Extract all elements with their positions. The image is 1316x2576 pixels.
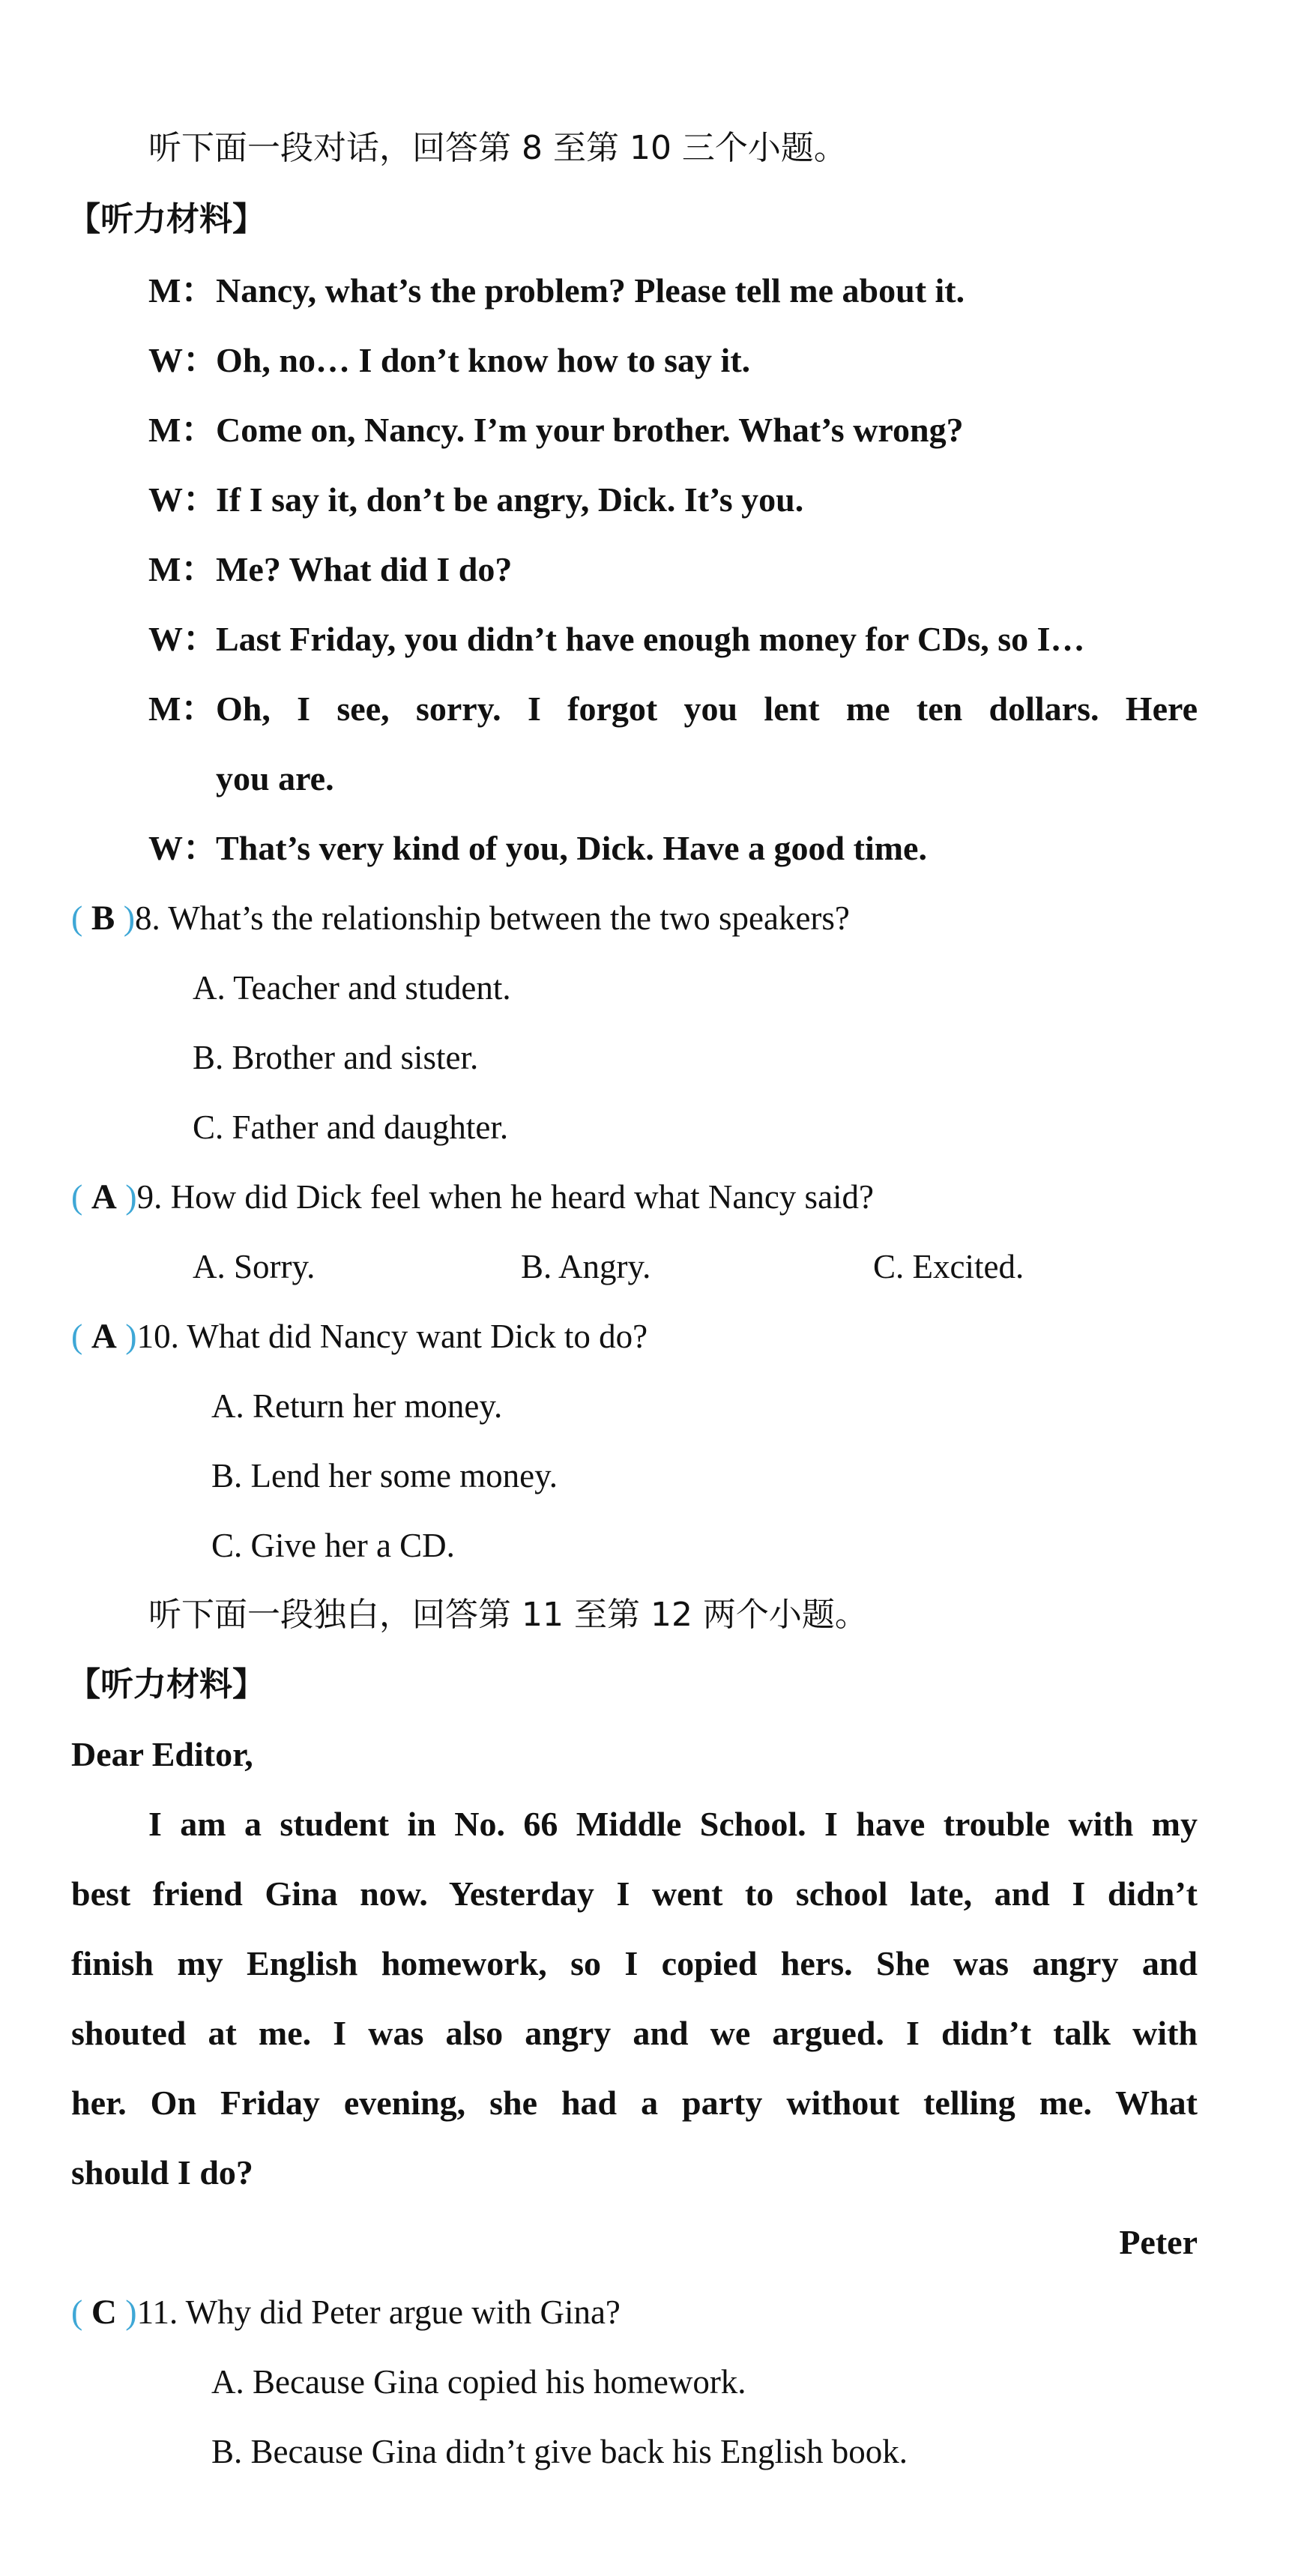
- option: B. Angry.: [521, 1248, 651, 1285]
- answer: A: [91, 1317, 117, 1356]
- option: A. Because Gina copied his homework.: [211, 2363, 746, 2401]
- dialogue-line: M：Come on, Nancy. I’m your brother. What’s wrong?: [148, 411, 964, 449]
- dialogue-line: W：If I say it, don’t be angry, Dick. It’s you.: [148, 480, 804, 519]
- question-9: ( A )9. How did Dick feel when he heard what Nancy said?: [71, 1177, 875, 1216]
- answer: A: [91, 1177, 117, 1216]
- letter-line: best friend Gina now. Yesterday I went to school late, and I didn’t: [71, 1874, 1198, 1913]
- option: C. Give her a CD.: [211, 1527, 455, 1564]
- dialogue-line: M：Me? What did I do?: [148, 550, 513, 588]
- dialogue-line: M：Nancy, what’s the problem? Please tell me about it.: [148, 271, 965, 310]
- letter-salutation: Dear Editor,: [71, 1735, 253, 1773]
- option: A. Return her money.: [211, 1387, 503, 1425]
- letter-signature: Peter: [1119, 2223, 1198, 2261]
- letter-line: shouted at me. I was also angry and we argued. I didn’t talk with: [71, 2014, 1198, 2052]
- option: A. Teacher and student.: [193, 969, 511, 1007]
- question-10: ( A )10. What did Nancy want Dick to do?: [71, 1317, 648, 1356]
- letter-line: should I do?: [71, 2153, 253, 2192]
- question-11: ( C )11. Why did Peter argue with Gina?: [71, 2293, 621, 2332]
- answer: B: [91, 899, 115, 938]
- section-intro: 听下面一段独白，回答第 11 至第 12 两个小题。: [148, 1596, 868, 1634]
- option: C. Excited.: [873, 1248, 1024, 1285]
- section-intro: 听下面一段对话，回答第 8 至第 10 三个小题。: [148, 129, 847, 167]
- option: A. Sorry.: [193, 1248, 316, 1285]
- dialogue-line-continued: you are.: [216, 759, 334, 797]
- dialogue-line: W：That’s very kind of you, Dick. Have a good time.: [148, 829, 927, 867]
- answer: C: [91, 2293, 117, 2332]
- letter-line: her. On Friday evening, she had a party without telling me. What: [71, 2084, 1198, 2122]
- dialogue-line: M： Oh, I see, sorry. I forgot you lent me ten dollars. Here: [148, 690, 1198, 728]
- answer-paren: ( C ): [71, 2293, 137, 2332]
- question-8: ( B )8. What’s the relationship between the two speakers?: [71, 899, 850, 938]
- material-heading: 【听力材料】: [67, 200, 265, 238]
- letter-line: I am a student in No. 66 Middle School. I have trouble with my: [148, 1805, 1198, 1843]
- dialogue-line: W：Oh, no… I don’t know how to say it.: [148, 341, 751, 379]
- option: B. Brother and sister.: [193, 1039, 479, 1076]
- option: C. Father and daughter.: [193, 1108, 509, 1146]
- material-heading: 【听力材料】: [67, 1665, 265, 1704]
- option: B. Because Gina didn’t give back his English book.: [211, 2433, 908, 2470]
- option: B. Lend her some money.: [211, 1457, 558, 1494]
- answer-paren: ( B ): [71, 899, 136, 938]
- letter-line: finish my English homework, so I copied hers. She was angry and: [71, 1944, 1198, 1982]
- answer-paren: ( A ): [71, 1177, 137, 1216]
- dialogue-line: W：Last Friday, you didn’t have enough money for CDs, so I…: [148, 620, 1085, 658]
- answer-paren: ( A ): [71, 1317, 137, 1356]
